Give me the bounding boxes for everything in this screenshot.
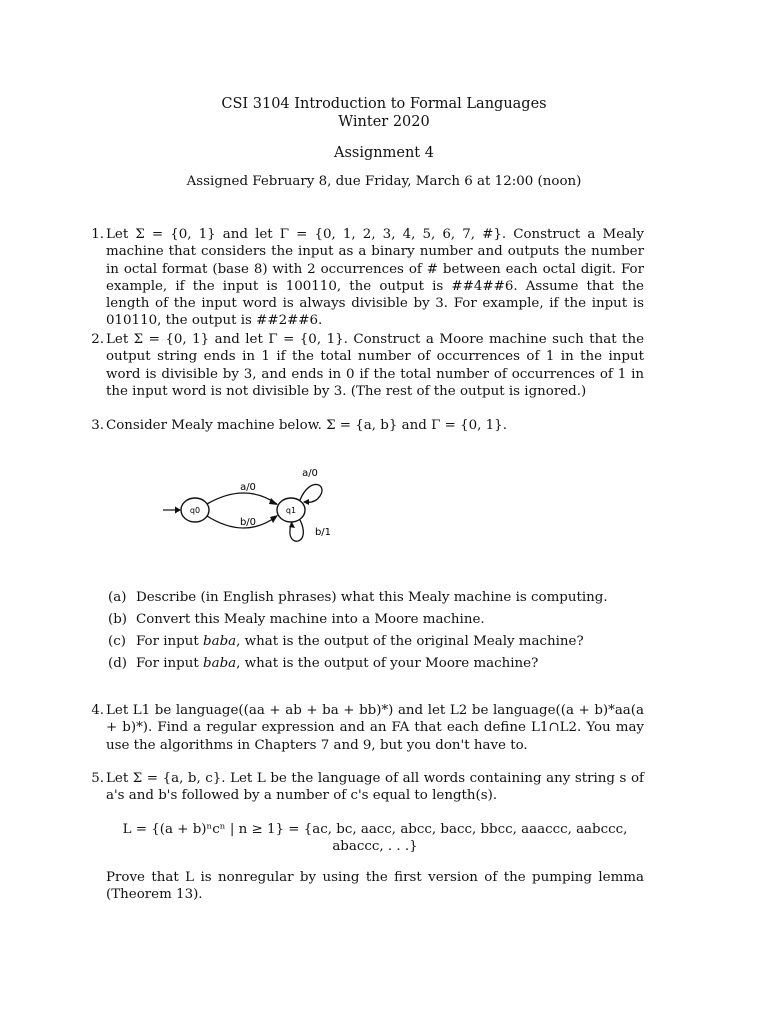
transition-a-label: a/0: [240, 482, 256, 493]
subpart-label: (a): [108, 590, 127, 605]
input-word: baba: [203, 656, 237, 671]
subpart-text: Convert this Mealy machine into a Moore machine.: [136, 612, 485, 627]
problem-text: Let Σ = {0, 1} and let Γ = {0, 1}. Construct a Moore machine such that the output string ends in 1 if the total number of occurrences of 1 in the input word is divisible by 3, and ends in 0 if the total number of occurrences of 1 in the input word is not divisible by 3. (The rest of the output is ignored.): [106, 332, 644, 399]
transition-b-arrowhead: [270, 515, 278, 523]
term: Winter 2020: [338, 114, 430, 130]
problem-text: Let L1 be language((aa + ab + ba + bb)*) and let L2 be language((a + b)*aa(a + b)*). Find a regular expression and an FA that each define L1∩L2. You may use the algorithms in Chapters 7 and 9, but you don't have to.: [106, 703, 644, 753]
transition-b-label: b/0: [239, 517, 257, 528]
transition-a-arrowhead: [269, 498, 278, 505]
state-q0-label: q0: [189, 506, 201, 515]
start-arrowhead: [175, 507, 181, 514]
subpart-text-pre: For input: [136, 634, 204, 649]
assigned-dates: Assigned February 8, due Friday, March 6 at 12:00 (noon): [186, 174, 582, 189]
subpart-b: [108, 611, 628, 628]
course-title: CSI 3104 Introduction to Formal Languages: [221, 96, 547, 112]
subpart-label: (b): [108, 612, 128, 627]
subpart-text-post: , what is the output of the original Mealy machine?: [236, 634, 584, 649]
problem-4: [84, 702, 644, 754]
subpart-d: [108, 655, 628, 672]
problem-number: 5.: [91, 771, 104, 786]
subpart-text-post: , what is the output of your Moore machine?: [236, 656, 539, 671]
transition-a-q0-q1: [207, 493, 277, 504]
subpart-a: [108, 589, 628, 606]
problem-closing: Prove that L is nonregular by using the first version of the pumping lemma (Theorem 13).: [106, 870, 644, 903]
input-word: baba: [203, 634, 237, 649]
subpart-c: [108, 633, 628, 650]
problem-5: [84, 770, 644, 904]
problem-text: Let Σ = {a, b, c}. Let L be the language of all words containing any string s of a's and b's followed by a number of c's equal to length(s).: [106, 771, 644, 804]
loop-a-q1: [300, 484, 322, 502]
subpart-label: (d): [108, 656, 128, 671]
problem-number: 2.: [91, 332, 104, 347]
problem-number: 1.: [91, 227, 104, 242]
subpart-label: (c): [108, 634, 126, 649]
mealy-machine-diagram: [160, 460, 360, 550]
problem-text: Consider Mealy machine below. Σ = {a, b} and Γ = {0, 1}.: [106, 418, 507, 433]
loop-b-arrowhead: [289, 522, 295, 528]
assignment-title: Assignment 4: [334, 145, 434, 161]
problem-number: 3.: [91, 418, 104, 433]
subpart-text-pre: For input: [136, 656, 204, 671]
problem-2: [84, 331, 644, 400]
problem-number: 4.: [91, 703, 104, 718]
loop-b-label: b/1: [314, 527, 332, 538]
state-q1-label: q1: [285, 506, 297, 515]
loop-a-label: a/0: [302, 468, 318, 479]
problem-1: [84, 226, 644, 330]
subpart-text: Describe (in English phrases) what this Mealy machine is computing.: [136, 590, 608, 605]
language-equation: L = {(a + b)ⁿcⁿ | n ≥ 1} = {ac, bc, aacc, abcc, bacc, bbcc, aaaccc, aabccc, abaccc, . . .}: [122, 821, 628, 854]
problem-3: [84, 417, 644, 434]
problem-text: Let Σ = {0, 1} and let Γ = {0, 1, 2, 3, 4, 5, 6, 7, #}. Construct a Mealy machine that considers the input as a binary number and outputs the number in octal format (base 8) with 2 occurrences of # between each octal digit. For example, if the input is 100110, the output is ##4##6. Assume that the length of the input word is always divisible by 3. For example, if the input is 010110, the output is ##2##6.: [106, 227, 644, 329]
